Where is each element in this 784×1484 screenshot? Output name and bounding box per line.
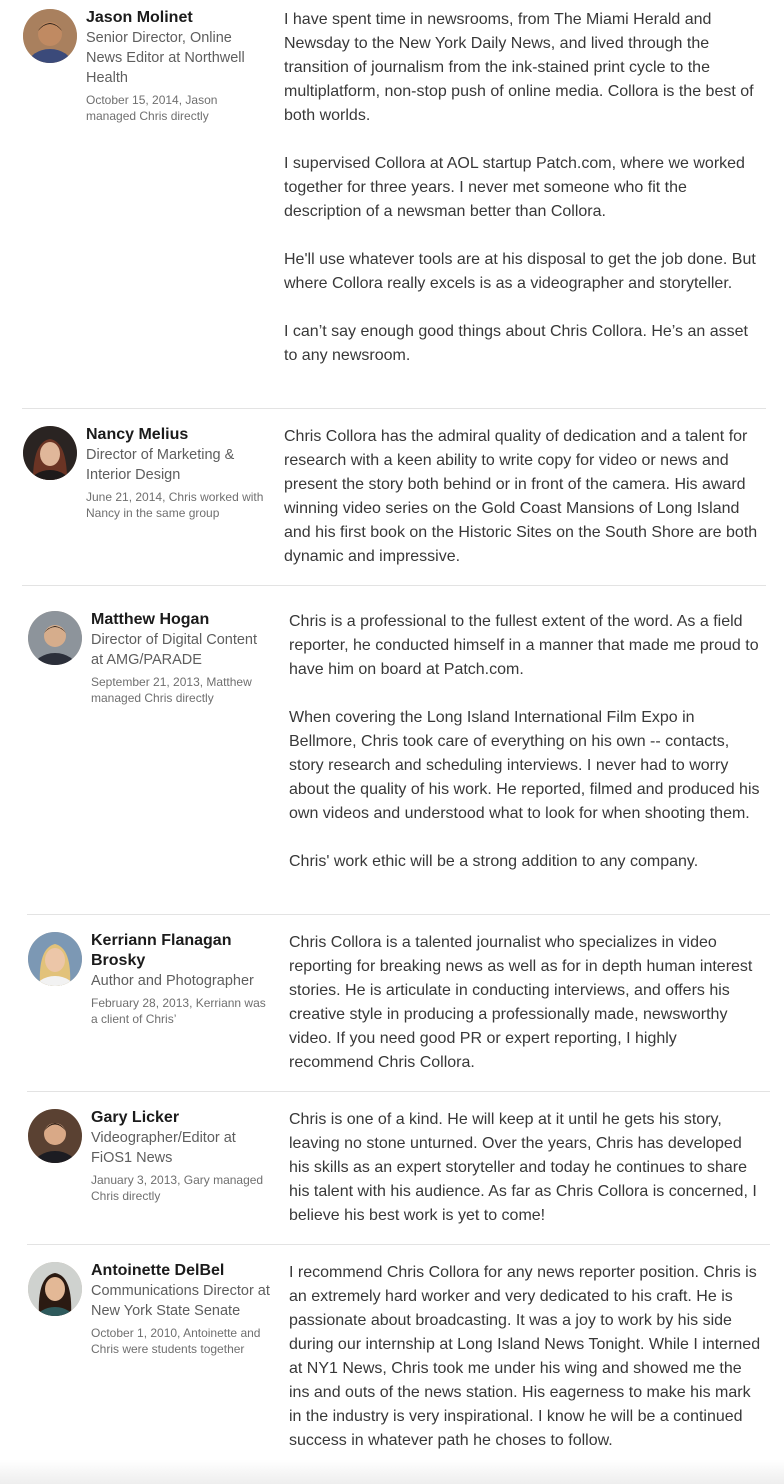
recommender-info bbox=[86, 8, 268, 124]
avatar[interactable] bbox=[23, 426, 77, 480]
person-avatar-icon bbox=[23, 9, 77, 63]
recommender-name[interactable]: Antoinette DelBel bbox=[91, 1262, 225, 1279]
bottom-fade bbox=[0, 1460, 784, 1484]
recommendation-paragraph: Chris is one of a kind. He will keep at it until he gets his story, leaving no stone unturned. Over the years, Chris has developed his skills as an expert storyteller and today he continues to share his talent with his audience. As far as Chris Collora is concerned, I believe his best work is yet to come! bbox=[289, 1111, 757, 1224]
recommendation-paragraph: Chris Collora is a talented journalist who specializes in video reporting for breaking news as well as for in depth human interest stories. He is articulate in conducting interviews, and offers his creative style in producing a professionally made, newsworthy video. If you need good PR or expert reporting, I highly recommend Chris Collora. bbox=[289, 934, 753, 1071]
recommendation-paragraph: Chris Collora has the admiral quality of dedication and a talent for research with a keen ability to write copy for video or news and present the story both behind or in front of the camera. His award winning video series on the Gold Coast Mansions of Long Island and his first book on the Historic Sites on the South Shore are both dynamic and impressive. bbox=[284, 428, 758, 565]
recommendation-card bbox=[27, 602, 770, 915]
avatar[interactable] bbox=[28, 1109, 82, 1163]
recommender-info bbox=[91, 1261, 273, 1357]
avatar[interactable] bbox=[28, 932, 82, 986]
recommendation-date: February 28, 2013, Kerriann was a client of Chris’ bbox=[91, 996, 266, 1026]
recommendation-text bbox=[289, 931, 765, 1075]
recommendation-text bbox=[289, 610, 765, 874]
avatar[interactable] bbox=[28, 611, 82, 665]
recommender-info bbox=[91, 610, 273, 706]
person-avatar-icon bbox=[28, 932, 82, 986]
recommender-name[interactable]: Jason Molinet bbox=[86, 9, 193, 26]
recommendation-paragraph: Chris' work ethic will be a strong addition to any company. bbox=[289, 853, 699, 870]
recommendation-card bbox=[27, 1253, 770, 1484]
recommendation-text bbox=[289, 1261, 765, 1453]
avatar[interactable] bbox=[28, 1262, 82, 1316]
recommendation-paragraph: When covering the Long Island International Film Expo in Bellmore, Chris took care of everything on his own -- contacts, story research and scheduling interviews. I never had to worry about the quality of his work. He reported, filmed and produced his own videos and understood what to look for when shooting them. bbox=[289, 709, 760, 822]
recommender-info bbox=[91, 1108, 273, 1204]
person-avatar-icon bbox=[23, 426, 77, 480]
recommendation-paragraph: I recommend Chris Collora for any news reporter position. Chris is an extremely hard worker and very dedicated to his craft. He is passionate about broadcasting. It was a joy to work by his side during our internship at Long Island News Tonight. While I interned at NY1 News, Chris took me under his wing and showed me the ins and outs of the news station. His eagerness to make his mark in the industry is very inspirational. I know he will be a continued success in whatever path he choses to follow. bbox=[289, 1264, 761, 1449]
recommendation-card bbox=[27, 1100, 770, 1245]
recommendation-text bbox=[289, 1108, 765, 1228]
recommender-title: Communications Director at New York State Senate bbox=[91, 1283, 270, 1319]
recommender-name[interactable]: Kerriann Flanagan Brosky bbox=[91, 932, 232, 969]
recommendation-paragraph: I supervised Collora at AOL startup Patch.com, where we worked together for three years. I never met someone who fit the description of a newsman better than Collora. bbox=[284, 155, 745, 220]
recommender-name[interactable]: Gary Licker bbox=[91, 1109, 180, 1126]
recommendation-card bbox=[22, 417, 766, 586]
recommendation-paragraph: He'll use whatever tools are at his disposal to get the job done. But where Collora really excels is as a videographer and storyteller. bbox=[284, 251, 756, 292]
recommendation-text bbox=[284, 425, 760, 569]
recommendation-paragraph: Chris is a professional to the fullest extent of the word. As a field reporter, he conducted himself in a manner that made me proud to have him on board at Patch.com. bbox=[289, 613, 759, 678]
person-avatar-icon bbox=[28, 1262, 82, 1316]
recommendation-card bbox=[22, 0, 766, 409]
recommendation-paragraph: I can’t say enough good things about Chris Collora. He’s an asset to any newsroom. bbox=[284, 323, 748, 364]
person-avatar-icon bbox=[28, 611, 82, 665]
person-avatar-icon bbox=[28, 1109, 82, 1163]
recommendation-text bbox=[284, 8, 760, 368]
recommender-name[interactable]: Matthew Hogan bbox=[91, 611, 210, 628]
recommender-info bbox=[91, 931, 273, 1027]
recommendation-date: January 3, 2013, Gary managed Chris directly bbox=[91, 1173, 264, 1203]
avatar[interactable] bbox=[23, 9, 77, 63]
recommendation-date: October 15, 2014, Jason managed Chris directly bbox=[86, 93, 218, 123]
recommendation-paragraph: I have spent time in newsrooms, from The Miami Herald and Newsday to the New York Daily News, and lived through the transition of journalism from the ink-stained print cycle to the multiplatform, non-stop push of online media. Collora is the best of both worlds. bbox=[284, 11, 754, 124]
recommendation-date: September 21, 2013, Matthew managed Chris directly bbox=[91, 675, 252, 705]
recommendation-date: October 1, 2010, Antoinette and Chris were students together bbox=[91, 1326, 261, 1356]
recommendation-card bbox=[27, 923, 770, 1092]
recommender-title: Director of Digital Content at AMG/PARADE bbox=[91, 632, 258, 668]
recommendation-date: June 21, 2014, Chris worked with Nancy in the same group bbox=[86, 490, 264, 520]
recommender-name[interactable]: Nancy Melius bbox=[86, 426, 189, 443]
recommender-title: Author and Photographer bbox=[91, 973, 254, 989]
recommender-title: Director of Marketing & Interior Design bbox=[86, 447, 235, 483]
recommender-info bbox=[86, 425, 268, 521]
recommender-title: Senior Director, Online News Editor at Northwell Health bbox=[86, 30, 245, 86]
recommender-title: Videographer/Editor at FiOS1 News bbox=[91, 1130, 236, 1166]
